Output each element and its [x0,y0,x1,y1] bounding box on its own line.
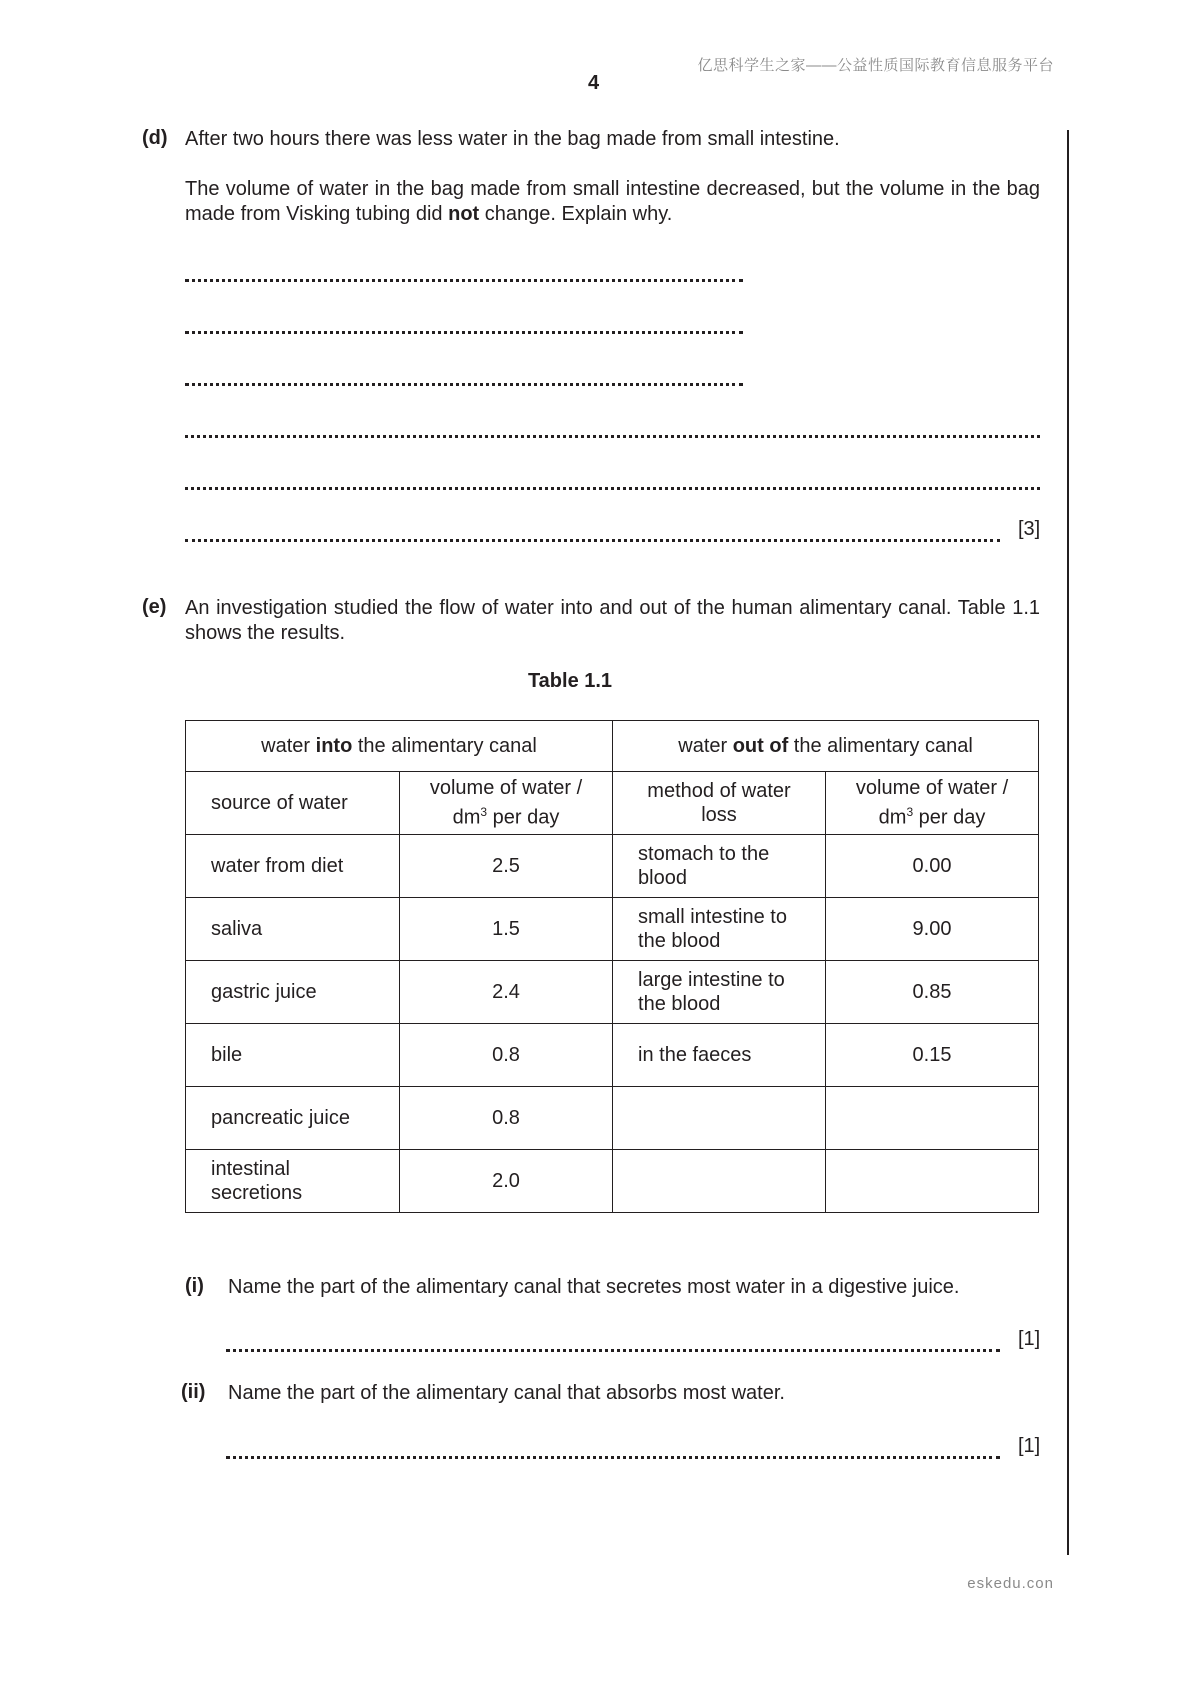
question-e-intro: An investigation studied the flow of water into and out of the human alimentary canal. Table 1.1 shows the results. [185,597,1040,644]
col-header-volume-out: volume of water / $dm^3$ per day [826,772,1039,835]
water-flow-table [185,720,1039,1213]
cell-volume-in: 0.8 [400,1087,613,1150]
question-d-prompt-pre: The volume of water in the bag made from small intestine decreased, but the volume in the bag made from Visking tubing did [185,178,1040,225]
question-d-prompt-bold: not [448,203,480,225]
table-row [186,1024,1039,1087]
part-ii-marks: [1] [1018,1435,1041,1457]
part-ii-text: Name the part of the alimentary canal that absorbs most water. [228,1382,785,1404]
footer-site: eskedu.con [967,1575,1054,1592]
table-row [186,1087,1039,1150]
table-row [186,961,1039,1024]
table-row [186,1150,1039,1213]
col-header-source: source of water [186,772,400,835]
cell-volume-out: 0.00 [826,835,1039,898]
cell-source: intestinal secretions [186,1150,400,1213]
cell-source: gastric juice [186,961,400,1024]
part-i-marks: [1] [1018,1328,1041,1350]
answer-line-d-4[interactable] [185,435,1040,438]
question-d-prompt [185,177,1040,227]
answer-line-d-5[interactable] [185,487,1040,490]
part-i-text: Name the part of the alimentary canal that secretes most water in a digestive juice. [228,1276,960,1298]
table-row [186,898,1039,961]
margin-rule [1067,130,1069,1555]
col-header-volume-in: volume of water / $dm^3$ per day [400,772,613,835]
answer-line-d-2[interactable] [185,331,743,334]
cell-volume-in: 2.5 [400,835,613,898]
col-header-method: method of water loss [613,772,826,835]
cell-method: in the faeces [613,1024,826,1087]
cell-volume-out: 0.85 [826,961,1039,1024]
cell-volume-in: 2.4 [400,961,613,1024]
cell-method: large intestine to the blood [613,961,826,1024]
question-d-marks: [3] [1018,518,1041,540]
answer-line-ii[interactable] [226,1456,1000,1459]
header-water-out: water out of the alimentary canal [613,721,1039,772]
header-water-into: water into the alimentary canal [186,721,613,772]
table-title: Table 1.1 [527,670,613,692]
cell-source: water from diet [186,835,400,898]
answer-line-d-6[interactable] [185,539,1000,542]
cell-volume-in: 1.5 [400,898,613,961]
question-d-label: (d) [142,127,168,149]
cell-method [613,1150,826,1213]
question-d-prompt-post: change. Explain why. [479,203,673,225]
question-d-intro: After two hours there was less water in the bag made from small intestine. [185,128,840,150]
table-row [186,835,1039,898]
page-number: 4 [588,72,600,94]
answer-line-d-1[interactable] [185,279,743,282]
table-group-header-row [186,721,1039,772]
cell-method [613,1087,826,1150]
question-e-label: (e) [142,596,167,618]
cell-method: stomach to the blood [613,835,826,898]
header-watermark: 亿思科学生之家——公益性质国际教育信息服务平台 [697,57,1054,74]
answer-line-d-3[interactable] [185,383,743,386]
table-column-header-row [186,772,1039,835]
cell-source: saliva [186,898,400,961]
cell-volume-out [826,1150,1039,1213]
cell-volume-out [826,1087,1039,1150]
cell-volume-out: 0.15 [826,1024,1039,1087]
answer-line-i[interactable] [226,1349,1000,1352]
part-ii-label: (ii) [181,1381,206,1403]
part-i-label: (i) [185,1275,204,1297]
cell-volume-in: 2.0 [400,1150,613,1213]
cell-source: pancreatic juice [186,1087,400,1150]
cell-method: small intestine to the blood [613,898,826,961]
cell-source: bile [186,1024,400,1087]
cell-volume-in: 0.8 [400,1024,613,1087]
cell-volume-out: 9.00 [826,898,1039,961]
